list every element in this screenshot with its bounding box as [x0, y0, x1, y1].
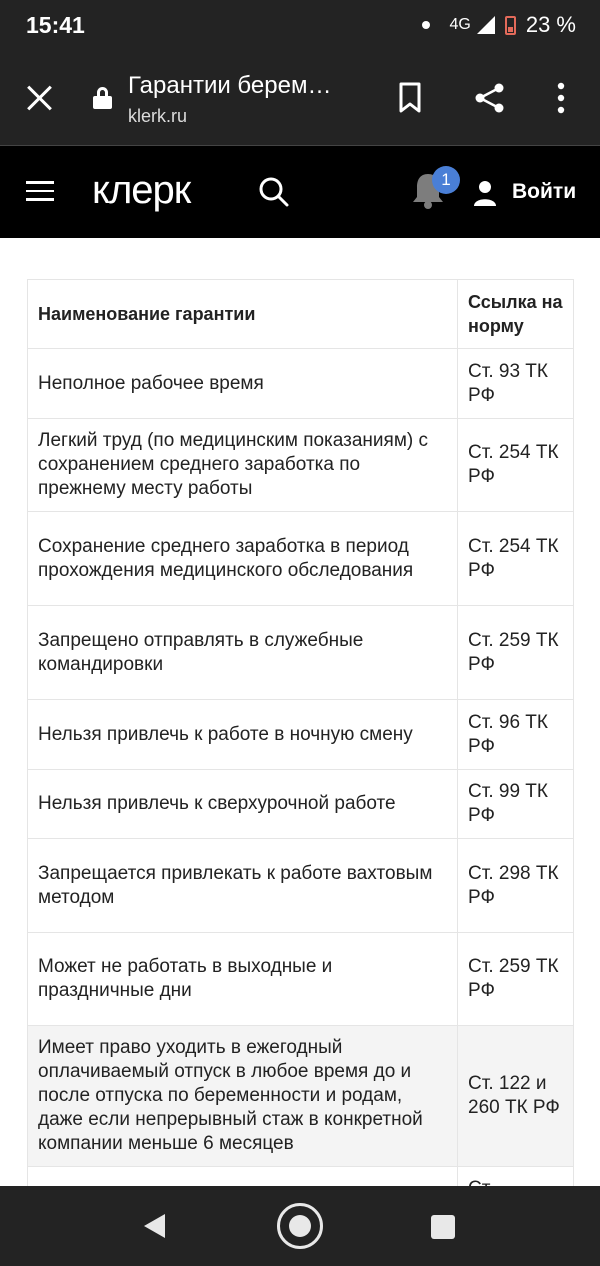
- site-header: [0, 146, 600, 238]
- table-row: [28, 419, 574, 512]
- guarantee-cell: Запрещено отправлять в служебные командировки: [28, 606, 458, 700]
- close-icon[interactable]: [26, 84, 54, 112]
- reference-cell: Ст. 254 ТК РФ: [458, 419, 574, 512]
- user-icon[interactable]: [472, 180, 498, 206]
- guarantees-table: [27, 279, 574, 1227]
- menu-icon[interactable]: [26, 181, 54, 201]
- table-row: [28, 700, 574, 770]
- battery-level: 23 %: [525, 12, 576, 37]
- guarantee-cell: Неполное рабочее время: [28, 349, 458, 419]
- login-link[interactable]: Войти: [512, 180, 577, 203]
- reference-cell: Ст. 259 ТК РФ: [458, 606, 574, 700]
- table-row: [28, 349, 574, 419]
- guarantee-cell: Запрещается привлекать к работе вахтовым методом: [28, 839, 458, 933]
- guarantee-cell: Имеет право уходить в ежегодный оплачиваемый отпуск в любое время до и после отпуска по беременности и родам, даже если непрерывный стаж в конкретной компании меньше 6 месяцев: [28, 1026, 458, 1167]
- bookmark-icon[interactable]: [398, 82, 422, 114]
- reference-cell: Ст. 122 и 260 ТК РФ: [458, 1026, 574, 1167]
- table-header-row: [28, 280, 574, 349]
- notification-badge[interactable]: 1: [432, 166, 460, 194]
- back-icon[interactable]: [144, 1214, 165, 1238]
- page-title[interactable]: Гарантии берем…: [128, 72, 332, 99]
- search-icon[interactable]: [258, 176, 290, 208]
- share-icon[interactable]: [474, 82, 506, 114]
- network-type: 4G: [449, 16, 471, 33]
- lock-icon[interactable]: [93, 87, 112, 108]
- reference-cell: Ст. 99 ТК РФ: [458, 770, 574, 839]
- reference-cell: Ст. 96 ТК РФ: [458, 700, 574, 770]
- site-logo[interactable]: [92, 168, 190, 213]
- home-icon[interactable]: [277, 1203, 323, 1249]
- guarantee-cell: Нельзя привлечь к работе в ночную смену: [28, 700, 458, 770]
- table-row: [28, 933, 574, 1026]
- reference-cell: Ст. 93 ТК РФ: [458, 349, 574, 419]
- reference-cell: Ст. 259 ТК РФ: [458, 933, 574, 1026]
- guarantee-cell: Легкий труд (по медицинским показаниям) с сохранением среднего заработка по прежнему месту работы: [28, 419, 458, 512]
- column-header-reference: Ссылка на норму: [458, 280, 574, 349]
- battery-icon: [505, 16, 516, 35]
- logo-text: клерк: [92, 168, 191, 212]
- table-row: [28, 606, 574, 700]
- table-row: [28, 512, 574, 606]
- status-indicators: [422, 12, 577, 38]
- browser-toolbar: [0, 52, 600, 146]
- reference-cell: Ст. 254 ТК РФ: [458, 512, 574, 606]
- reference-cell: Ст. 298 ТК РФ: [458, 839, 574, 933]
- recents-icon[interactable]: [431, 1215, 455, 1239]
- guarantee-cell: Сохранение среднего заработка в период прохождения медицинского обследования: [28, 512, 458, 606]
- signal-icon: [477, 16, 495, 34]
- table-row: [28, 839, 574, 933]
- column-header-guarantee: Наименование гарантии: [28, 280, 458, 349]
- status-bar: [0, 0, 600, 52]
- page-url[interactable]: klerk.ru: [128, 106, 188, 126]
- guarantee-cell: Нельзя привлечь к сверхурочной работе: [28, 770, 458, 839]
- notification-dot-icon: [422, 21, 430, 29]
- table-row: [28, 770, 574, 839]
- system-navigation-bar: [0, 1186, 600, 1266]
- guarantees-table-container: [27, 279, 573, 1227]
- table-row: [28, 1026, 574, 1167]
- more-icon[interactable]: [553, 82, 569, 114]
- status-time: 15:41: [26, 12, 85, 38]
- guarantee-cell: Может не работать в выходные и праздничные дни: [28, 933, 458, 1026]
